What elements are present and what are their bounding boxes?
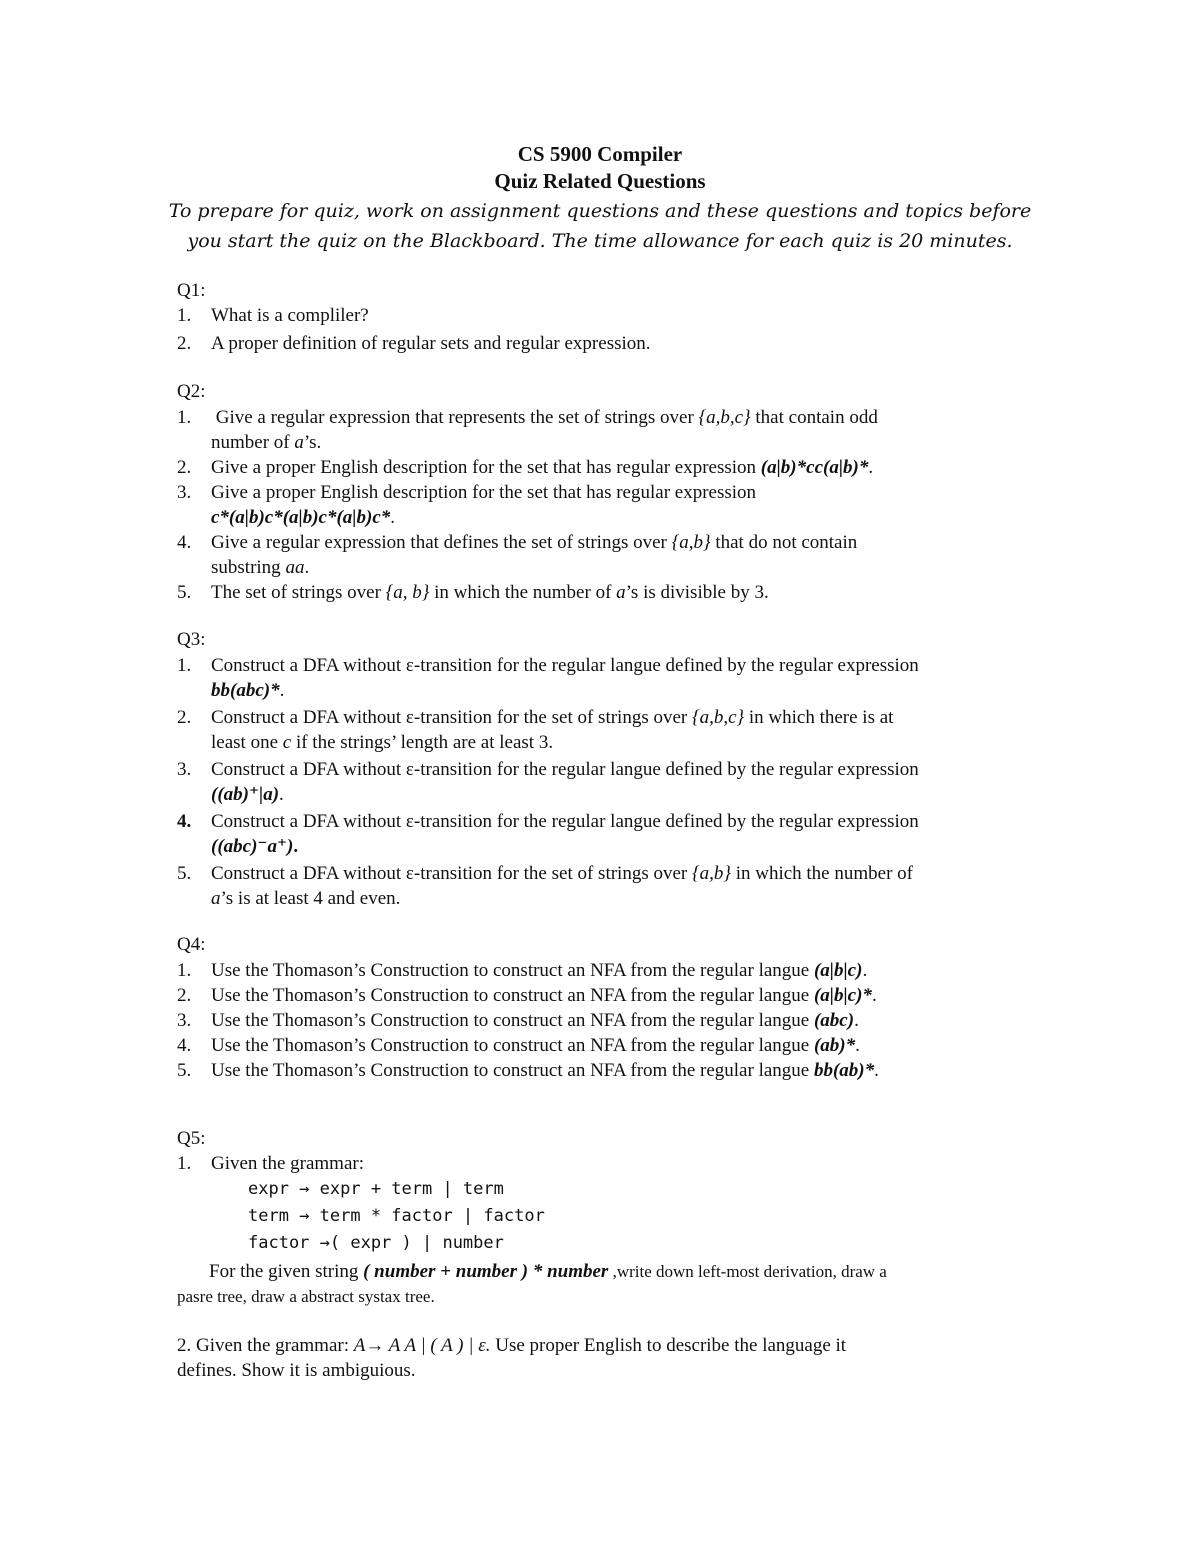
paragraph: pasre tree, draw a abstract systax tree. [177, 1287, 435, 1306]
item-number: 3. [177, 759, 192, 780]
list-item [177, 303, 1027, 328]
alphabet-set: {a,b,c} [691, 707, 745, 728]
alphabet-set: {a,b} [671, 532, 711, 553]
symbol-c: c [282, 732, 292, 753]
item-number: 4. [177, 1035, 192, 1056]
regex-expression: ((abc)⁻a⁺) [211, 836, 294, 857]
item-text: . [855, 1035, 860, 1056]
list-item [177, 480, 1027, 530]
item-text: . [854, 1010, 859, 1031]
regex-expression: bb(abc)* [211, 680, 280, 701]
regex-expression: (a|b|c)* [813, 985, 872, 1006]
regex-expression: (abc) [813, 1010, 855, 1031]
page-title: CS 5900 Compiler [517, 142, 683, 166]
question-4-label: Q4: [177, 934, 206, 955]
list-item [177, 757, 1027, 807]
list-item [177, 580, 1027, 605]
list-item [177, 1058, 1027, 1083]
item-text: . [862, 960, 868, 981]
item-text: ’s is divisible by 3. [625, 582, 769, 603]
item-number: 1. [177, 407, 192, 428]
item-number: 2. [177, 333, 192, 354]
item-text: Use the Thomason’s Construction to construct an NFA from the regular langue [211, 985, 814, 1006]
item-number: 1. [177, 655, 192, 676]
item-text: A proper definition of regular sets and regular expression. [211, 333, 651, 354]
symbol-a: a [211, 888, 221, 909]
item-text: ,write down left-most derivation, draw a [608, 1262, 887, 1281]
item-text: number of [211, 432, 295, 453]
item-number: 1. [177, 960, 192, 981]
item-text: substring [211, 557, 286, 578]
item-text: . [293, 836, 299, 857]
item-text: least one [211, 732, 283, 753]
item-text: The set of strings over [211, 582, 386, 603]
symbol-a: a [294, 432, 304, 453]
item-text: Use proper English to describe the language it [490, 1335, 847, 1356]
item-text: . [279, 784, 284, 805]
item-text: Construct a DFA without ε-transition for the regular langue defined by the regular expression [211, 655, 919, 676]
question-5-label: Q5: [177, 1128, 206, 1149]
item-number: 2. [177, 707, 192, 728]
regex-expression: (a|b)*cc(a|b)* [760, 457, 869, 478]
item-text: that contain odd [750, 407, 878, 428]
grammar-expression: A→ A A | ( A ) | ε. [353, 1335, 491, 1356]
input-string: ( number + number ) * number [363, 1261, 609, 1282]
question-3 [177, 627, 1027, 911]
item-number: 5. [177, 582, 192, 603]
intro-line-2: you start the quiz on the Blackboard. The time allowance for each quiz is 20 minutes. [187, 230, 1013, 252]
document-header [0, 141, 1200, 255]
item-text: . [304, 557, 310, 578]
intro-line-1: To prepare for quiz, work on assignment questions and these questions and topics before [168, 200, 1032, 222]
item-text: ’s. [303, 432, 322, 453]
item-text: What is a compliler? [211, 305, 369, 326]
list-item [177, 809, 1027, 859]
paragraph [177, 1333, 1027, 1358]
item-text: Give a proper English description for the set that has regular expression [211, 482, 757, 503]
item-text: 2. Given the grammar: [177, 1335, 354, 1356]
item-text: Use the Thomason’s Construction to construct an NFA from the regular langue [211, 960, 814, 981]
question-2 [177, 379, 1027, 605]
question-3-label: Q3: [177, 629, 206, 650]
item-text: ’s is at least 4 and even. [220, 888, 401, 909]
page-subtitle: Quiz Related Questions [494, 169, 706, 193]
item-number: 3. [177, 482, 192, 503]
item-number: 5. [177, 863, 192, 884]
item-text: . [868, 457, 874, 478]
item-number: 4. [177, 532, 192, 553]
item-number: 1. [177, 1153, 192, 1174]
substring: aa [285, 557, 305, 578]
list-item [177, 331, 1027, 356]
item-text: Give a regular expression that defines the set of strings over [211, 532, 672, 553]
question-2-label: Q2: [177, 381, 206, 402]
item-text: in which the number of [429, 582, 617, 603]
item-text: . [871, 985, 877, 1006]
item-number: 3. [177, 1010, 192, 1031]
item-number: 2. [177, 457, 192, 478]
regex-expression: (a|b|c) [813, 960, 863, 981]
alphabet-set: {a, b} [385, 582, 430, 603]
regex-expression: bb(ab)* [813, 1060, 875, 1081]
alphabet-set: {a,b,c} [698, 407, 751, 428]
paragraph [177, 1259, 1027, 1284]
symbol-a: a [616, 582, 626, 603]
item-number: 2. [177, 985, 192, 1006]
item-text: Construct a DFA without ε-transition for the set of strings over [211, 707, 692, 728]
question-4 [177, 932, 1027, 1083]
item-text: Give a proper English description for the set that has regular expression [211, 457, 761, 478]
item-text: Construct a DFA without ε-transition for the regular langue defined by the regular expression [211, 811, 919, 832]
item-text: Use the Thomason’s Construction to construct an NFA from the regular langue [211, 1035, 814, 1056]
item-text: Use the Thomason’s Construction to construct an NFA from the regular langue [211, 1060, 814, 1081]
regex-expression: (ab)* [813, 1035, 856, 1056]
paragraph: defines. Show it is ambiguious. [177, 1360, 416, 1381]
item-text: Give a regular expression that represents the set of strings over [215, 407, 699, 428]
list-item [177, 1008, 1027, 1033]
list-item [177, 861, 1027, 911]
item-text: Use the Thomason’s Construction to construct an NFA from the regular langue [211, 1010, 814, 1031]
item-text: in which there is at [744, 707, 894, 728]
grammar-rule: term → term * factor | factor [248, 1206, 545, 1226]
question-5 [177, 1126, 1027, 1383]
list-item [177, 705, 1027, 755]
item-text: For the given string [209, 1261, 364, 1282]
item-text: Construct a DFA without ε-transition for the regular langue defined by the regular expression [211, 759, 919, 780]
grammar-rule: factor →( expr ) | number [248, 1233, 504, 1253]
list-item [177, 958, 1027, 983]
alphabet-set: {a,b} [691, 863, 731, 884]
item-number: 4. [177, 811, 192, 832]
item-text: if the strings’ length are at least 3. [291, 732, 554, 753]
list-item [177, 405, 1027, 455]
list-item [177, 983, 1027, 1008]
item-number: 1. [177, 305, 192, 326]
list-item [177, 455, 1027, 480]
item-text: . [390, 507, 395, 528]
item-text: in which the number of [730, 863, 913, 884]
list-item [177, 530, 1027, 580]
grammar-rule: expr → expr + term | term [248, 1179, 504, 1199]
regex-expression: c*(a|b)c*(a|b)c*(a|b)c* [211, 507, 391, 528]
list-item [177, 653, 1027, 703]
question-1-label: Q1: [177, 280, 206, 301]
list-item [177, 1033, 1027, 1058]
item-number: 5. [177, 1060, 192, 1081]
item-text: that do not contain [710, 532, 858, 553]
list-item [177, 1151, 1027, 1176]
grammar-rules [177, 1176, 1027, 1257]
item-text: . [874, 1060, 879, 1081]
item-text: Construct a DFA without ε-transition for the set of strings over [211, 863, 692, 884]
question-1 [177, 278, 1027, 356]
item-text: . [279, 680, 285, 701]
item-text: Given the grammar: [211, 1153, 365, 1174]
regex-expression: ((ab)⁺|a) [211, 784, 280, 805]
